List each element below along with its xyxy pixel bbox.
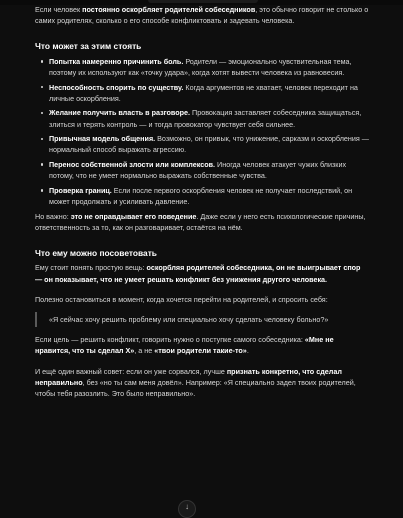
intro-text-1: Если человек [35, 5, 83, 14]
list-item [35, 185, 369, 207]
advice-paragraph-3 [35, 334, 369, 356]
item-title: Неспособность спорить по существу. [49, 82, 184, 92]
blockquote [35, 314, 369, 325]
list-item [35, 159, 369, 181]
advice-p3-bold-1: «Мне не нравится, что ты сделал X» [35, 335, 334, 356]
advice-p1-text: Ему стоит понять простую вещь: [35, 263, 147, 273]
note-bold: это не оправдывает его поведение [70, 211, 197, 221]
item-title: Привычная модель общения. [49, 134, 156, 144]
causes-list [35, 56, 369, 207]
advice-p3-bold-2: «твои родители такие-то» [154, 346, 247, 356]
item-title: Перенос собственной злости или комплексов. [49, 159, 216, 169]
advice-p4-bold: признать конкретно, что сделал неправильно [35, 366, 342, 387]
list-item [35, 82, 369, 104]
advice-p4-text: И ещё один важный совет: если он уже сорвался, лучше [35, 366, 227, 376]
intro-bold: постоянно оскорбляет родителей собеседников [82, 5, 256, 14]
section-heading-advice: Что ему можно посоветовать [35, 247, 157, 258]
item-text: Когда аргументов не хватает, человек переходит на личные оскорбления. [49, 82, 358, 103]
arrow-down-icon: ↓ [185, 502, 189, 511]
note-text-post: . Даже если у него есть психологические причины, ответственность за то, как он разговаривает, остаётся на нём. [35, 211, 366, 232]
advice-p3-text: Если цель — решить конфликт, говорить нужно о поступке самого собеседника: [35, 335, 305, 345]
advice-paragraph-1 [35, 262, 369, 284]
item-title: Попытка намеренно причинить боль. [49, 56, 184, 66]
message-content [35, 4, 369, 399]
advice-p3-end: . [246, 346, 249, 356]
item-title: Желание получить власть в разговоре. [49, 108, 191, 118]
quote-text: «Я сейчас хочу решить проблему или специально хочу сделать человеку больно?» [49, 314, 329, 324]
advice-paragraph-4 [35, 366, 369, 400]
section-heading-causes: Что может за этим стоять [35, 41, 142, 52]
advice-paragraph-2: Полезно остановиться в момент, когда хочется перейти на родителей, и спросить себя: [35, 294, 328, 304]
list-item [35, 133, 369, 155]
note-text-pre: Но важно: [35, 211, 71, 221]
item-text: Провокация заставляет собеседника защищаться, злиться и терять контроль — и тогда провокатор чувствует себя сильнее. [49, 108, 362, 129]
item-text: Если после первого оскорбления человек не получает последствий, он может продолжать и усиливать давление. [49, 185, 353, 206]
advice-p4-post: , без «но ты сам меня довёл». Например: «Я специально задел твоих родителей, чтобы тебя разозлить. Это было неправильно». [35, 377, 356, 398]
advice-p1-bold: оскорбляя родителей собеседника, он не выигрывает спор — он показывает, что не умеет решать конфликт без унижения другого человека. [35, 263, 361, 284]
list-item [35, 56, 369, 78]
intro-paragraph [35, 4, 369, 26]
item-text: Возможно, он привык, что унижение, сарказм и оскорбления — нормальный способ выражать агрессию. [49, 134, 369, 155]
item-text: Иногда человек атакует чужих близких потому, что не умеет нормально выражать собственные чувства. [49, 159, 347, 181]
item-title: Проверка границ. [49, 185, 112, 195]
advice-p3-mid: , а не [134, 346, 155, 356]
top-bar-segment [148, 0, 258, 3]
item-text: Родители — эмоционально чувствительная тема, поэтому их используют как «точку удара», когда хотят вывести человека из равновесия. [49, 56, 352, 77]
intro-text-2: , это обычно говорит не столько о самих родителях, сколько о его способе конфликтовать и задевать человека. [35, 5, 369, 26]
list-item [35, 107, 369, 129]
scroll-down-button[interactable] [178, 500, 196, 518]
important-note [35, 211, 369, 233]
